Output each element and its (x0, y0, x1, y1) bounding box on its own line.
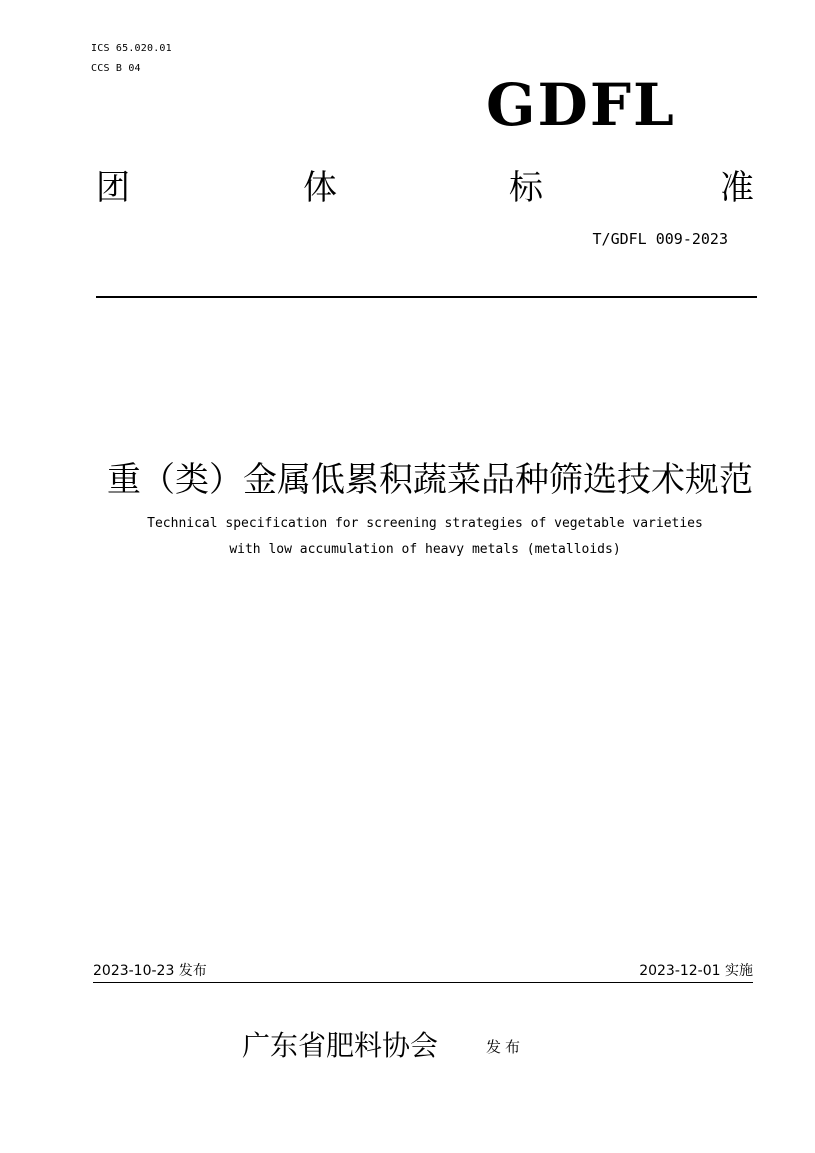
standard-number: T/GDFL 009-2023 (592, 230, 728, 248)
org-logo: GDFL (486, 71, 676, 139)
standard-type-char-1: 团 (96, 168, 130, 208)
issue-date: 2023-10-23 发布 (93, 963, 207, 979)
document-title-cn: 重（类）金属低累积蔬菜品种筛选技术规范 (107, 460, 753, 500)
standard-type-char-4: 准 (720, 168, 754, 208)
header-divider (96, 296, 757, 298)
footer-divider (93, 982, 753, 983)
standard-type-char-2: 体 (303, 168, 337, 208)
ics-code: ICS 65.020.01 (91, 43, 172, 54)
document-title-en-line1: Technical specification for screening strategies of vegetable varieties (147, 516, 703, 531)
ccs-code: CCS B 04 (91, 63, 141, 74)
publisher-name: 广东省肥料协会 (242, 1029, 439, 1062)
implementation-date: 2023-12-01 实施 (639, 963, 753, 979)
publisher-suffix: 发布 (486, 1038, 525, 1056)
standard-type-char-3: 标 (509, 168, 543, 208)
document-title-en-line2: with low accumulation of heavy metals (metalloids) (229, 542, 621, 557)
